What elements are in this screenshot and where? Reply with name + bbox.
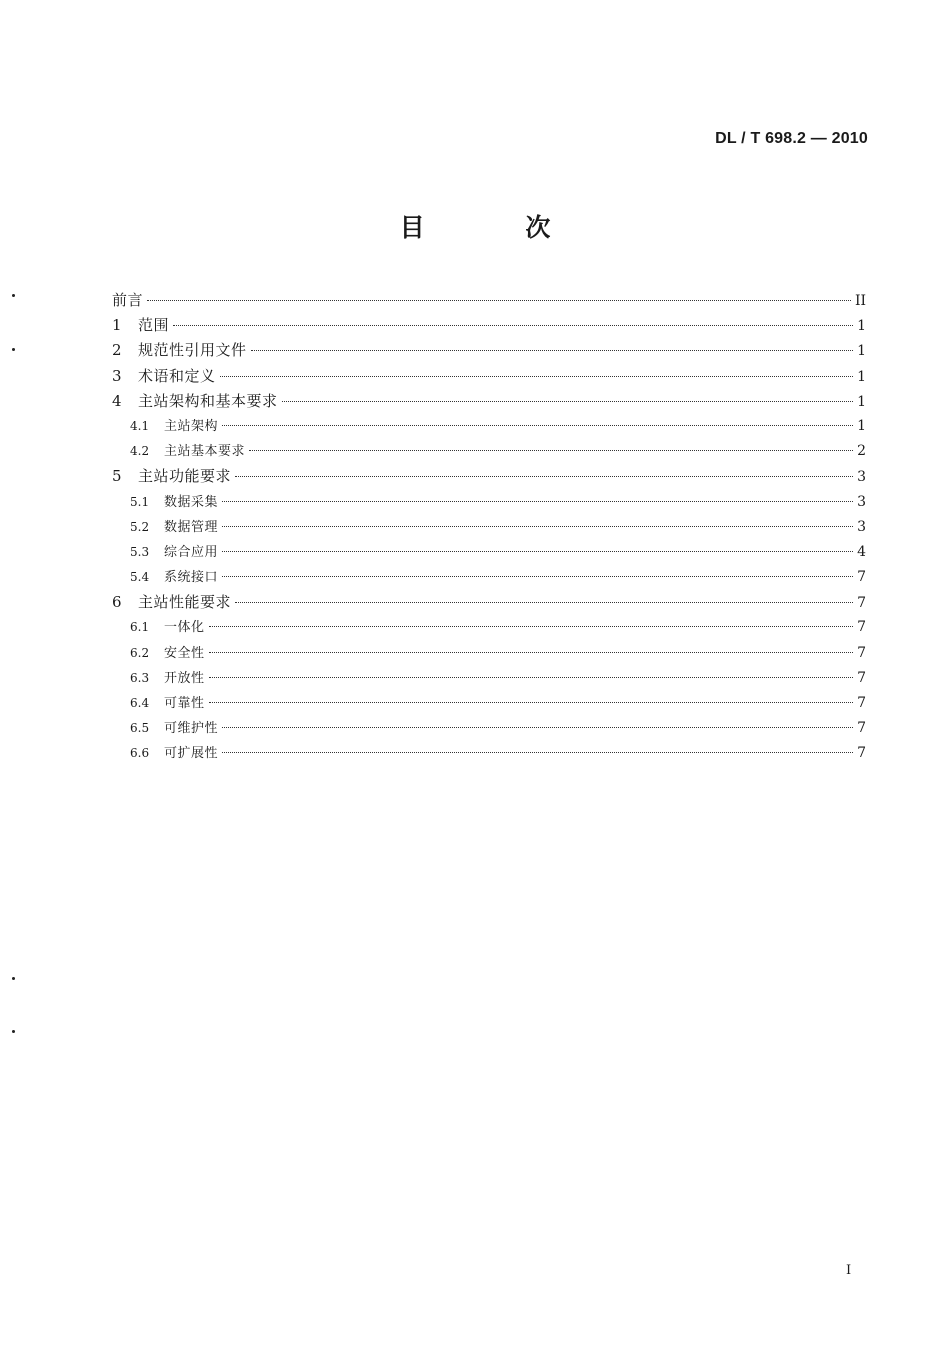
toc-dot-leader: [220, 376, 854, 377]
toc-entry[interactable]: [112, 691, 866, 716]
toc-entry-label: 规范性引用文件: [138, 341, 247, 360]
toc-entry-label: 范围: [138, 316, 170, 335]
toc-entry-page: 1: [857, 417, 866, 434]
toc-dot-leader: [249, 450, 853, 451]
toc-dot-leader: [251, 350, 854, 351]
toc-dot-leader: [235, 476, 853, 477]
toc-entry-number: 6.3: [130, 670, 150, 685]
toc-entry-label: 主站性能要求: [138, 593, 232, 612]
toc-entry-label: 术语和定义: [138, 366, 216, 385]
toc-dot-leader: [209, 702, 854, 703]
page-title: 目 次: [399, 213, 597, 242]
toc-entry-label: 可扩展性: [164, 746, 219, 762]
toc-entry[interactable]: [112, 641, 866, 666]
toc-entry-number: 4.1: [130, 418, 150, 433]
toc-dot-leader: [222, 425, 853, 426]
toc-entry[interactable]: [112, 666, 866, 691]
toc-entry-page: 3: [857, 493, 866, 510]
toc-entry-page: 1: [857, 393, 866, 410]
table-of-contents: [112, 288, 866, 767]
toc-entry-page: 3: [857, 469, 866, 486]
toc-entry[interactable]: [112, 439, 866, 464]
toc-entry-label: 主站基本要求: [164, 444, 246, 460]
toc-entry-page: 7: [857, 695, 866, 711]
toc-dot-leader: [173, 325, 853, 326]
toc-entry[interactable]: [112, 288, 866, 313]
toc-entry-page: 7: [857, 669, 866, 686]
toc-dot-leader: [147, 300, 851, 301]
toc-entry-label: 主站架构: [164, 418, 219, 434]
toc-dot-leader: [282, 401, 854, 402]
toc-entry-number: 5.1: [130, 494, 150, 509]
toc-dot-leader: [222, 526, 853, 527]
toc-entry[interactable]: [112, 364, 866, 389]
toc-entry-number: 6.6: [130, 746, 150, 761]
toc-entry[interactable]: [112, 414, 866, 439]
toc-entry-label: 数据管理: [164, 519, 219, 535]
toc-entry-number: 6.4: [130, 696, 150, 710]
toc-entry-page: 7: [857, 720, 866, 737]
toc-entry-label: 可靠性: [164, 696, 205, 711]
toc-entry-label: 前言: [112, 291, 144, 309]
toc-entry-number: 5.3: [130, 544, 150, 559]
scan-speck: [12, 294, 15, 297]
toc-entry-number: 1: [112, 316, 122, 335]
toc-entry-page: 1: [857, 318, 866, 335]
scan-speck: [12, 1030, 15, 1033]
toc-entry-page: 1: [857, 368, 866, 385]
toc-entry-label: 主站功能要求: [138, 467, 232, 486]
toc-entry-number: 4.2: [130, 444, 150, 459]
toc-entry-page: 7: [857, 619, 866, 636]
toc-entry-label: 可维护性: [164, 721, 219, 737]
toc-entry-number: 3: [112, 366, 122, 385]
toc-entry-number: 5.2: [130, 519, 150, 534]
toc-entry-number: 4: [112, 391, 122, 410]
toc-entry-label: 主站架构和基本要求: [138, 391, 278, 410]
toc-dot-leader: [235, 602, 853, 603]
toc-entry[interactable]: [112, 490, 866, 515]
toc-entry-number: 2: [112, 341, 122, 360]
toc-entry[interactable]: [112, 338, 866, 363]
toc-entry-page: 7: [857, 595, 866, 612]
toc-entry[interactable]: [112, 741, 866, 766]
toc-entry[interactable]: [112, 515, 866, 540]
toc-entry-page: II: [854, 293, 866, 309]
toc-entry-page: 4: [857, 543, 866, 560]
toc-entry[interactable]: [112, 615, 866, 640]
toc-entry[interactable]: [112, 464, 866, 489]
scan-speck: [12, 348, 15, 351]
toc-dot-leader: [222, 551, 853, 552]
toc-entry-label: 系统接口: [164, 570, 219, 586]
toc-entry[interactable]: [112, 313, 866, 338]
toc-dot-leader: [209, 677, 854, 678]
toc-entry-page: 2: [857, 443, 866, 460]
toc-entry[interactable]: [112, 540, 866, 565]
toc-dot-leader: [222, 501, 853, 502]
toc-dot-leader: [209, 652, 854, 653]
toc-entry-page: 7: [857, 644, 866, 661]
toc-entry[interactable]: [112, 565, 866, 590]
toc-entry[interactable]: [112, 590, 866, 615]
toc-entry-number: 6.1: [130, 620, 150, 635]
toc-entry-number: 5: [112, 467, 122, 486]
toc-entry-label: 安全性: [164, 645, 205, 661]
toc-entry[interactable]: [112, 716, 866, 741]
toc-entry-label: 开放性: [164, 670, 205, 686]
toc-dot-leader: [222, 752, 853, 753]
document-code: DL / T 698.2 — 2010: [715, 130, 868, 147]
scan-speck: [12, 977, 15, 980]
toc-entry-number: 5.4: [130, 570, 150, 585]
toc-dot-leader: [222, 576, 853, 577]
toc-entry-number: 6: [112, 593, 122, 612]
toc-entry-number: 6.2: [130, 645, 150, 660]
toc-entry[interactable]: [112, 389, 866, 414]
toc-entry-page: 1: [857, 343, 866, 360]
toc-entry-label: 一体化: [164, 620, 205, 636]
toc-entry-label: 综合应用: [164, 544, 219, 560]
toc-entry-page: 7: [857, 569, 866, 586]
page-number: I: [846, 1263, 852, 1278]
toc-dot-leader: [222, 727, 853, 728]
toc-entry-page: 3: [857, 518, 866, 535]
toc-entry-number: 6.5: [130, 721, 150, 736]
toc-entry-page: 7: [857, 745, 866, 762]
toc-entry-label: 数据采集: [164, 494, 219, 510]
toc-dot-leader: [209, 626, 854, 627]
